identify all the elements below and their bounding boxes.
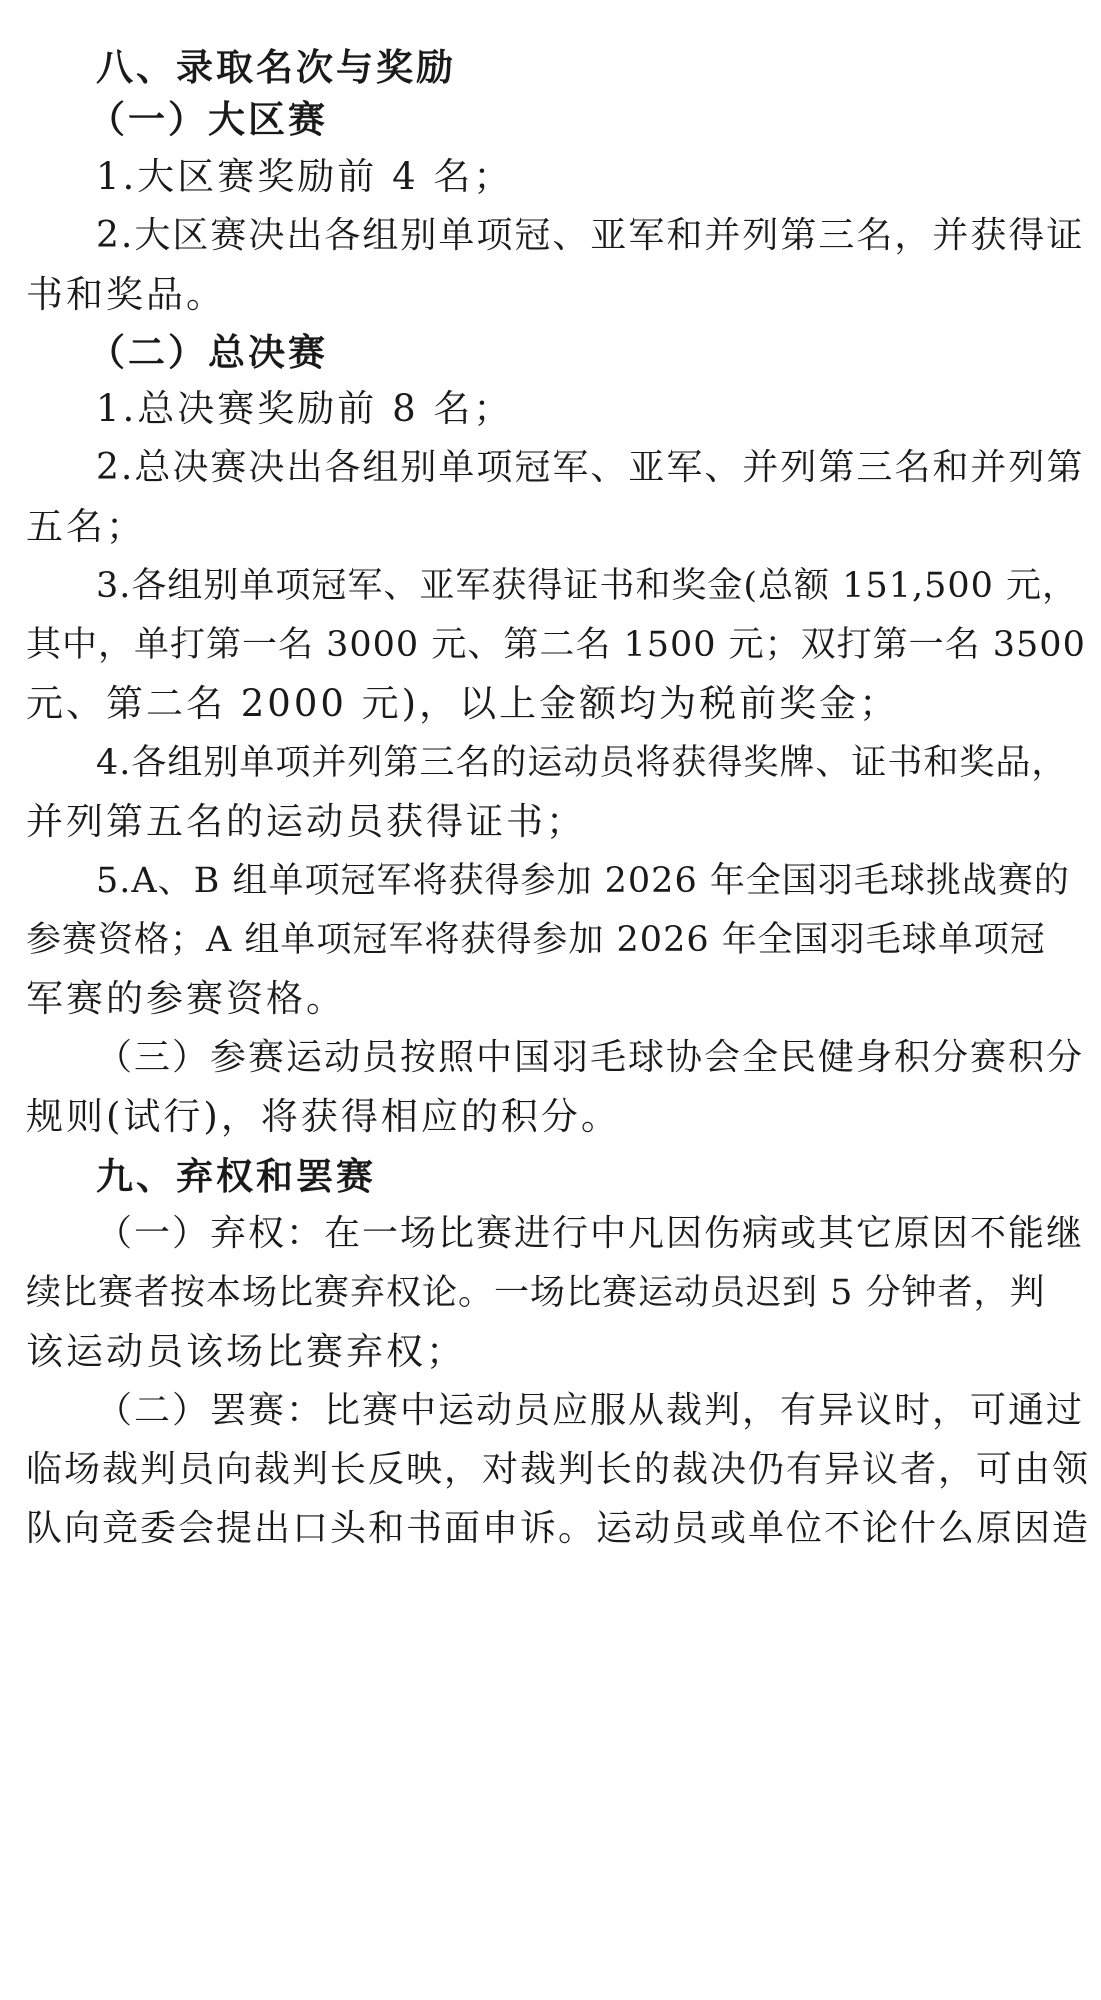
paragraph-line: 规则(试行)，将获得相应的积分。 xyxy=(26,1095,621,1138)
paragraph-line: 1.大区赛奖励前 4 名； xyxy=(96,155,514,198)
paragraph-line: 临场裁判员向裁判长反映，对裁判长的裁决仍有异议者，可由领 xyxy=(26,1449,1091,1490)
paragraph-line: 军赛的参赛资格。 xyxy=(26,977,346,1020)
section-heading-8: 八、录取名次与奖励 xyxy=(96,45,456,89)
paragraph-line: 3.各组别单项冠军、亚军获得证书和奖金(总额 151,500 元， xyxy=(96,566,1079,606)
paragraph-line: 队向竞委会提出口头和书面申诉。运动员或单位不论什么原因造 xyxy=(26,1508,1091,1549)
paragraph-line: 2.总决赛决出各组别单项冠军、亚军、并列第三名和并列第 xyxy=(96,447,1085,488)
subsection-heading-regional: （一）大区赛 xyxy=(88,97,328,141)
paragraph-line: 参赛资格；A 组单项冠军将获得参加 2026 年全国羽毛球单项冠 xyxy=(26,920,1046,960)
paragraph-line: （二）罢赛：比赛中运动员应服从裁判，有异议时，可通过 xyxy=(96,1390,1085,1431)
paragraph-line: （三）参赛运动员按照中国羽毛球协会全民健身积分赛积分 xyxy=(96,1037,1085,1078)
paragraph-line: 4.各组别单项并列第三名的运动员将获得奖牌、证书和奖品， xyxy=(96,743,1068,783)
subsection-heading-finals: （二）总决赛 xyxy=(88,330,328,374)
paragraph-line: 1.总决赛奖励前 8 名； xyxy=(96,387,514,430)
paragraph-line: 其中，单打第一名 3000 元、第二名 1500 元；双打第一名 3500 xyxy=(26,625,1086,665)
paragraph-line: 5.A、B 组单项冠军将获得参加 2026 年全国羽毛球挑战赛的 xyxy=(96,861,1070,901)
paragraph-line: 五名； xyxy=(26,505,146,548)
paragraph-line: 并列第五名的运动员获得证书； xyxy=(26,800,586,843)
paragraph-line: 该运动员该场比赛弃权； xyxy=(26,1330,466,1373)
paragraph-line: 书和奖品。 xyxy=(26,273,226,316)
paragraph-line: 2.大区赛决出各组别单项冠、亚军和并列第三名，并获得证 xyxy=(96,215,1085,256)
paragraph-line: （一）弃权：在一场比赛进行中凡因伤病或其它原因不能继 xyxy=(96,1213,1085,1254)
paragraph-line: 元、第二名 2000 元)，以上金额均为税前奖金； xyxy=(26,682,900,725)
paragraph-line: 续比赛者按本场比赛弃权论。一场比赛运动员迟到 5 分钟者，判 xyxy=(26,1273,1046,1313)
section-heading-9: 九、弃权和罢赛 xyxy=(96,1154,376,1198)
